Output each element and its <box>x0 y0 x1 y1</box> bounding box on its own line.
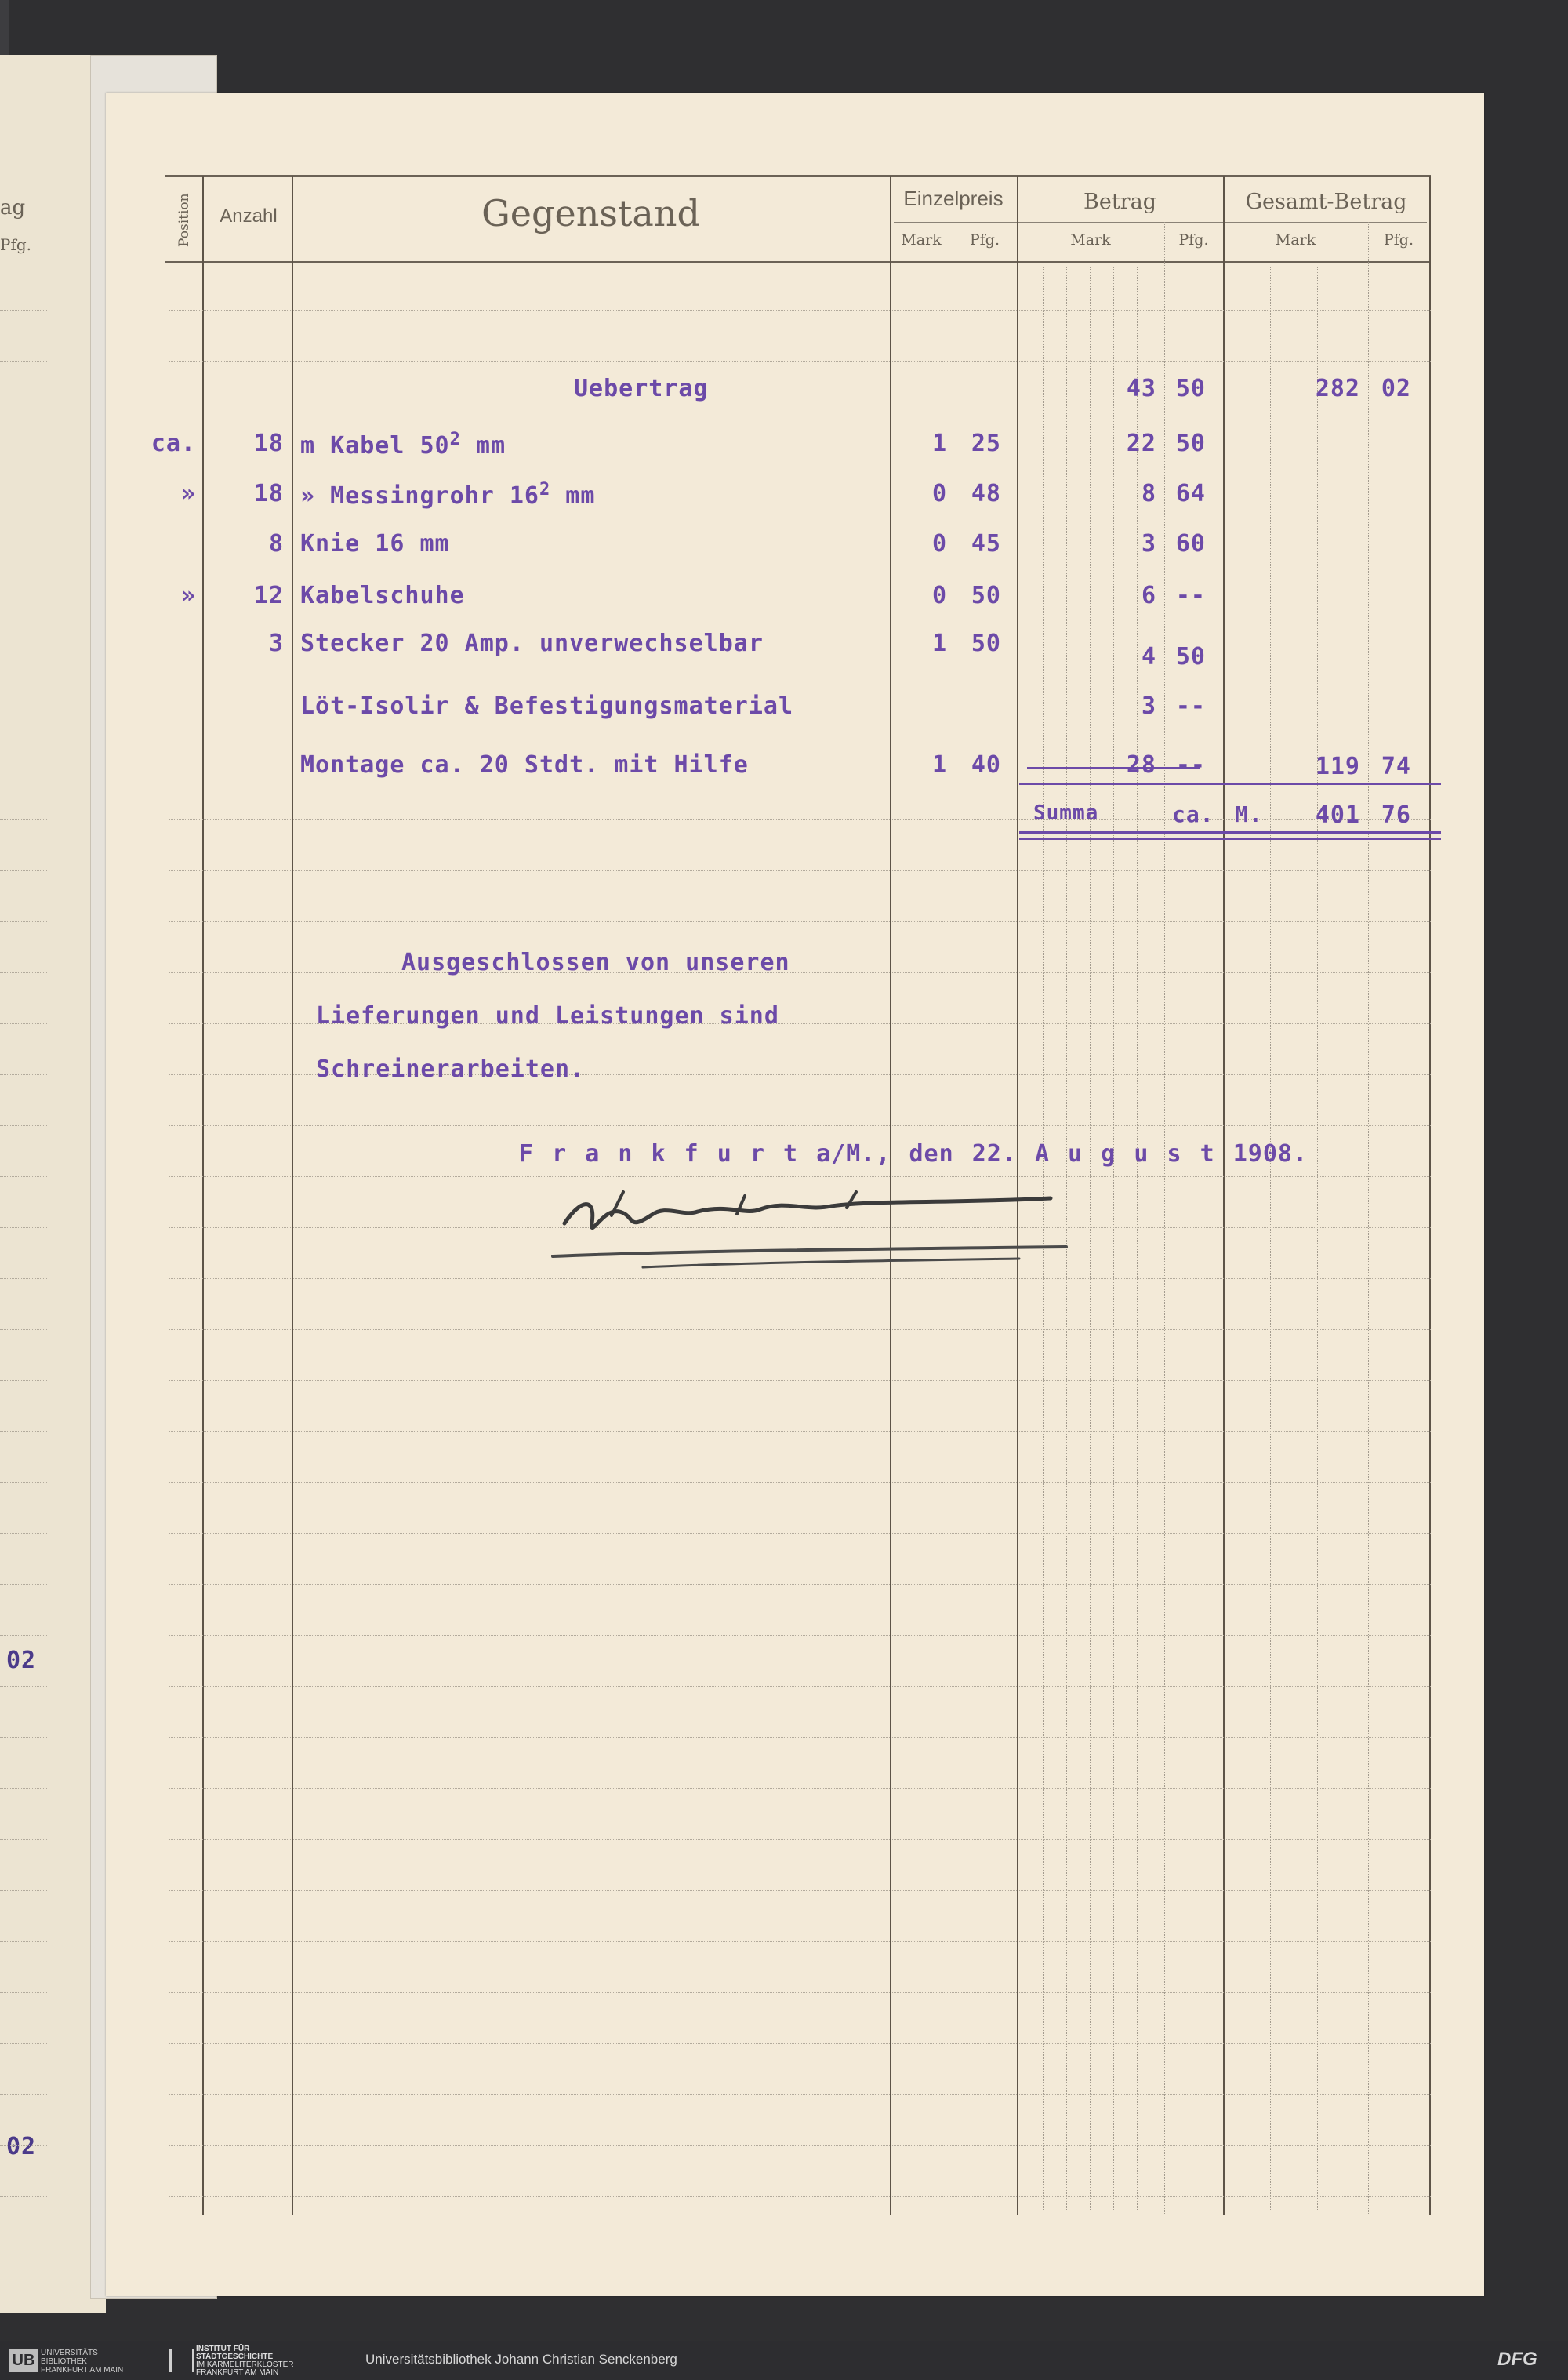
row-position: ca. <box>151 430 196 457</box>
institut-line-2: STADTGESCHICHTE <box>196 2353 274 2361</box>
summa-pfg: 76 <box>1381 801 1411 829</box>
ruled-line <box>169 1941 1431 1942</box>
left-page-ruled-line <box>0 1635 47 1636</box>
ruled-line <box>169 870 1431 871</box>
institut-logo-icon <box>169 2349 194 2372</box>
header-gesamt-mark: Mark <box>1275 231 1316 249</box>
ruled-line <box>169 2145 1431 2146</box>
ruled-line <box>169 1890 1431 1891</box>
summa-m: M. <box>1235 801 1263 827</box>
col-rule-anzahl <box>292 176 293 2215</box>
carryover-gesamt-pfg: 02 <box>1381 375 1411 402</box>
ruled-line <box>169 1431 1431 1432</box>
header-gegenstand: Gegenstand <box>481 192 700 234</box>
row-amount-mark: 28 <box>1126 751 1156 779</box>
header-position: Position <box>176 193 192 247</box>
ruled-line <box>169 310 1431 311</box>
left-page-ruled-line <box>0 2196 47 2197</box>
left-page-ruled-line <box>0 1176 47 1177</box>
row-quantity: 18 <box>253 430 284 457</box>
ruled-line <box>169 1380 1431 1381</box>
row-amount-mark: 6 <box>1141 582 1156 609</box>
row-quantity: 18 <box>253 480 284 507</box>
summa-mark: 401 <box>1315 801 1360 829</box>
ruled-line <box>169 1686 1431 1687</box>
header-betrag-pfg: Pfg. <box>1178 231 1209 249</box>
left-page-ruled-line <box>0 1125 47 1126</box>
ruled-line <box>169 1482 1431 1483</box>
row-amount-mark: 3 <box>1141 692 1156 720</box>
row-item: Knie 16 mm <box>300 530 450 558</box>
summa-ca: ca. <box>1172 801 1214 827</box>
left-page-ruled-line <box>0 1023 47 1024</box>
row-amount-mark: 22 <box>1126 430 1156 457</box>
ub-line-2: BIBLIOTHEK <box>41 2357 87 2366</box>
ruled-line <box>169 2196 1431 2197</box>
row-item-unit: mm <box>460 432 506 460</box>
ruled-line <box>169 1992 1431 1993</box>
left-page-value-1: 02 <box>6 1647 37 1674</box>
left-page-ruled-line <box>0 1074 47 1075</box>
row-position: » <box>180 480 196 507</box>
footer-bar <box>0 2341 1568 2380</box>
institut-line-3: IM KARMELITERKLOSTER <box>196 2360 294 2369</box>
left-page-ruled-line <box>0 1278 47 1279</box>
left-page-ruled-line <box>0 819 47 820</box>
header-betrag: Betrag <box>1083 190 1156 214</box>
row-unit-price-mark: 0 <box>931 530 947 558</box>
dateline: F r a n k f u r t a/M., den 22. A u g u s t 1908. <box>519 1140 1308 1168</box>
row-amount-pfg: -- <box>1175 751 1206 779</box>
row-amount-mark: 4 <box>1141 643 1156 670</box>
row-quantity: 3 <box>268 630 284 657</box>
note-line-3: Schreinerarbeiten. <box>316 1056 586 1083</box>
row-amount-pfg: 50 <box>1175 430 1206 457</box>
header-einzelpreis: Einzelpreis <box>903 187 1004 210</box>
row-amount-pfg: 50 <box>1175 643 1206 670</box>
ub-logo-badge: UB <box>9 2349 38 2372</box>
ruled-line <box>169 1635 1431 1636</box>
left-page-ruled-line <box>0 1941 47 1942</box>
subtotal-mark: 119 <box>1315 753 1360 780</box>
row-unit-price-pfg: 45 <box>971 530 1001 558</box>
left-page-ruled-line <box>0 870 47 871</box>
summa-label: Summa <box>1033 801 1099 825</box>
summa-rule-1 <box>1019 831 1441 834</box>
grid-line <box>1270 267 1271 2211</box>
row-unit-price-mark: 1 <box>931 630 947 657</box>
col-rule-gesamt-mid <box>1368 222 1369 2214</box>
header-anzahl: Anzahl <box>220 205 278 227</box>
row-item-text: m Kabel 50 <box>300 432 450 460</box>
left-page-header-fragment: ag <box>0 196 26 220</box>
note-line-1: Ausgeschlossen von unseren <box>401 949 790 976</box>
left-page-ruled-line <box>0 1992 47 1993</box>
row-item: Montage ca. 20 Stdt. mit Hilfe <box>300 751 749 779</box>
col-rule-position <box>202 176 204 2215</box>
header-einzelpreis-mark: Mark <box>901 231 942 249</box>
row-unit-price-pfg: 50 <box>971 630 1001 657</box>
row-item: Stecker 20 Amp. unverwechselbar <box>300 630 764 657</box>
header-gesamt-pfg: Pfg. <box>1383 231 1414 249</box>
left-page-ruled-line <box>0 1380 47 1381</box>
ub-logo-text <box>41 2349 123 2375</box>
ruled-line <box>169 972 1431 973</box>
row-item-unit: mm <box>550 482 596 510</box>
left-page-ruled-line <box>0 1788 47 1789</box>
left-page-ruled-line <box>0 1533 47 1534</box>
row-quantity: 8 <box>268 530 284 558</box>
note-line-2: Lieferungen und Leistungen sind <box>316 1002 779 1030</box>
left-page-ruled-line <box>0 2094 47 2095</box>
ruled-line <box>169 1584 1431 1585</box>
institut-line-1: INSTITUT FÜR <box>196 2345 250 2353</box>
row-item-superscript: 2 <box>539 480 551 500</box>
ub-line-1: UNIVERSITÄTS <box>41 2349 98 2357</box>
row-unit-price-pfg: 25 <box>971 430 1001 457</box>
left-page-ruled-line <box>0 972 47 973</box>
left-page-value-2: 02 <box>6 2133 37 2160</box>
row-amount-pfg: -- <box>1175 692 1206 720</box>
carryover-betrag-pfg: 50 <box>1175 375 1206 402</box>
row-unit-price-mark: 0 <box>931 582 947 609</box>
row-item: Löt-Isolir & Befestigungsmaterial <box>300 692 794 720</box>
betrag-sum-rule <box>1027 767 1200 769</box>
grid-line <box>1317 267 1318 2211</box>
ruled-line <box>169 1125 1431 1126</box>
left-page-ruled-line <box>0 1584 47 1585</box>
row-position: » <box>180 582 196 609</box>
header-sub-rule <box>894 222 1427 223</box>
carryover-label: Uebertrag <box>574 375 709 402</box>
ruled-line <box>169 921 1431 922</box>
grid-line <box>1137 267 1138 2211</box>
ruled-line <box>169 1839 1431 1840</box>
carryover-betrag-mark: 43 <box>1126 375 1156 402</box>
row-amount-pfg: 60 <box>1175 530 1206 558</box>
left-page-ruled-line <box>0 310 47 311</box>
ruled-line <box>169 2043 1431 2044</box>
signature <box>549 1168 1129 1278</box>
left-page-ruled-line <box>0 1890 47 1891</box>
ruled-line <box>169 361 1431 362</box>
row-unit-price-mark: 1 <box>931 751 947 779</box>
col-rule-right <box>1429 176 1431 2215</box>
row-item-text: » Messingrohr 16 <box>300 482 539 510</box>
row-item <box>300 430 506 460</box>
left-page-ruled-line <box>0 921 47 922</box>
summa-rule-2 <box>1019 838 1441 840</box>
ub-line-3: FRANKFURT AM MAIN <box>41 2366 124 2375</box>
table-header-rule <box>165 261 1431 263</box>
left-page-ruled-line <box>0 1737 47 1738</box>
left-page-ruled-line <box>0 1329 47 1330</box>
institut-logo-text <box>196 2345 293 2377</box>
left-page-header-pfg: Pfg. <box>0 235 32 254</box>
header-gesamt: Gesamt-Betrag <box>1245 190 1407 214</box>
ruled-line <box>169 1533 1431 1534</box>
row-amount-pfg: 64 <box>1175 480 1206 507</box>
row-unit-price-pfg: 40 <box>971 751 1001 779</box>
row-amount-mark: 3 <box>1141 530 1156 558</box>
ruled-line <box>169 1788 1431 1789</box>
left-page-ruled-line <box>0 361 47 362</box>
row-amount-mark: 8 <box>1141 480 1156 507</box>
row-item <box>300 480 595 510</box>
ruled-line <box>169 1737 1431 1738</box>
row-unit-price-mark: 1 <box>931 430 947 457</box>
left-page-ruled-line <box>0 1839 47 1840</box>
subtotal-pfg: 74 <box>1381 753 1411 780</box>
library-name: Universitätsbibliothek Johann Christian Senckenberg <box>365 2352 677 2367</box>
row-unit-price-pfg: 48 <box>971 480 1001 507</box>
col-rule-betrag <box>1223 176 1225 2215</box>
left-page-ruled-line <box>0 1431 47 1432</box>
institut-line-4: FRANKFURT AM MAIN <box>196 2368 279 2377</box>
carryover-gesamt-mark: 282 <box>1315 375 1360 402</box>
ruled-line <box>169 1329 1431 1330</box>
row-unit-price-pfg: 50 <box>971 582 1001 609</box>
header-betrag-mark: Mark <box>1070 231 1111 249</box>
left-page-ruled-line <box>0 2043 47 2044</box>
row-quantity: 12 <box>253 582 284 609</box>
row-amount-pfg: -- <box>1175 582 1206 609</box>
left-page-ruled-line <box>0 1227 47 1228</box>
row-unit-price-mark: 0 <box>931 480 947 507</box>
table-top-rule <box>165 175 1431 177</box>
left-page-ruled-line <box>0 2145 47 2146</box>
left-page-ruled-line <box>0 1686 47 1687</box>
ruled-line <box>169 1278 1431 1279</box>
row-item: Kabelschuhe <box>300 582 465 609</box>
ruled-line <box>169 2094 1431 2095</box>
dfg-logo: DFG <box>1497 2349 1537 2370</box>
left-page-ruled-line <box>0 1482 47 1483</box>
row-item-superscript: 2 <box>449 430 461 449</box>
col-rule-betrag-mid <box>1164 222 1165 2214</box>
subtotal-rule <box>1019 783 1441 785</box>
header-einzelpreis-pfg: Pfg. <box>969 231 1000 249</box>
